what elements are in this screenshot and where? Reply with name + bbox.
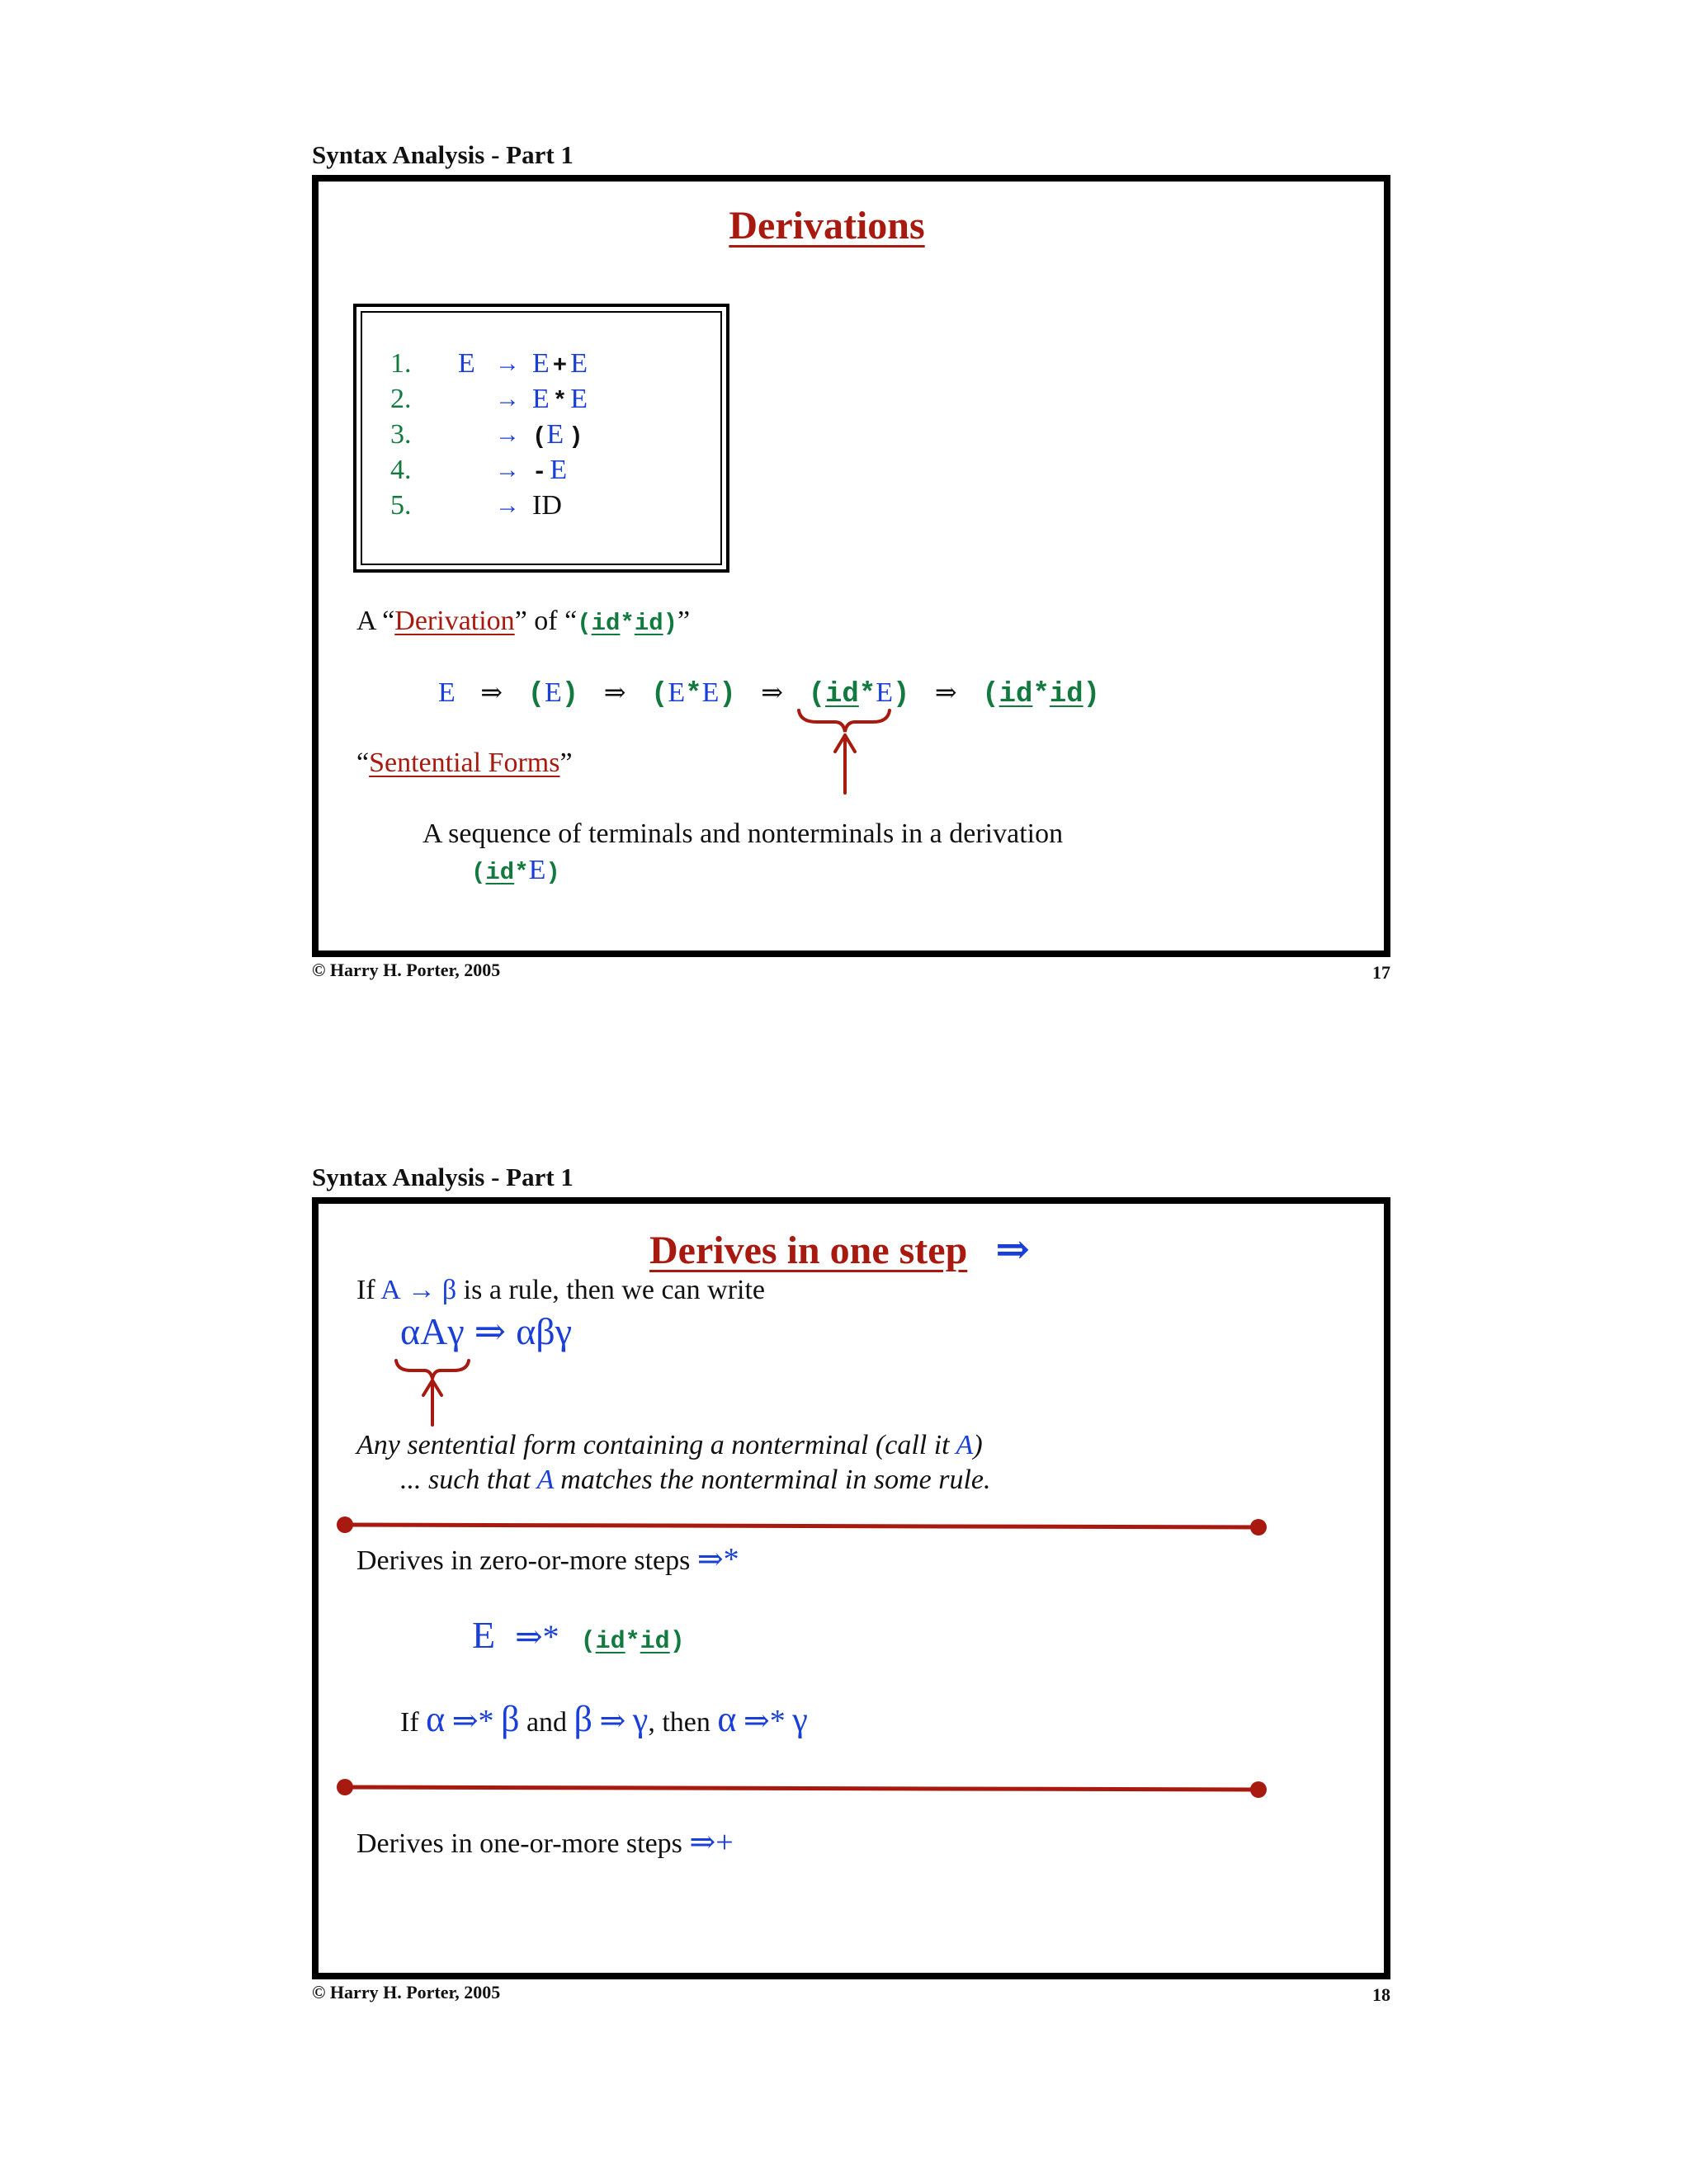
page2-page-number: 18: [1372, 1984, 1390, 2005]
nonterminal-symbol: E: [532, 348, 550, 379]
derives-arrow: ⇒: [934, 677, 957, 707]
paren-open: (: [651, 679, 668, 710]
derivation-suffix: ”: [677, 606, 691, 636]
one-or-more-symbol: ⇒+: [689, 1825, 734, 1860]
token-id: id: [485, 859, 515, 886]
one-or-more-text: Derives in one-or-more steps: [356, 1828, 690, 1859]
derivation-string: [577, 610, 677, 637]
derives-arrow: ⇒: [480, 677, 503, 707]
zero-or-more-text: Derives in zero-or-more steps: [356, 1545, 697, 1576]
derivation-chain: [438, 677, 1100, 710]
zero-or-more-symbol: ⇒*: [696, 1542, 739, 1577]
production-arrow: →: [495, 421, 520, 448]
sentential-form-3: [651, 677, 736, 708]
production-arrow: →: [407, 1275, 436, 1305]
token-star: *: [1032, 679, 1050, 710]
formula-rhs: αβγ: [516, 1310, 573, 1352]
token-id: id: [998, 679, 1033, 710]
derives-arrow: ⇒: [599, 1704, 626, 1738]
terminal-symbol: *: [552, 388, 568, 415]
sentential-form-2: [528, 677, 579, 708]
page2-copyright: © Harry H. Porter, 2005: [312, 1982, 501, 2002]
divider-line-1: [330, 1515, 1279, 1540]
sentential-definition: A sequence of terminals and nonterminals in a derivation: [422, 818, 1064, 849]
nonterminal-symbol: E: [532, 384, 550, 414]
note-text: Any sentential form containing a nonterminal (call it: [356, 1430, 956, 1460]
derivation-heading: [356, 606, 690, 637]
derivation-term: Derivation: [394, 606, 515, 636]
and-text: and: [519, 1707, 574, 1738]
sentential-note-2: [400, 1465, 991, 1496]
sentential-example: [471, 855, 560, 886]
nonterminal-symbol: E: [570, 384, 588, 414]
brace-arrow-annotation: [792, 705, 899, 796]
terminal-symbol: ID: [532, 490, 562, 521]
symbol-beta: β: [501, 1699, 520, 1739]
sentential-forms-heading: [356, 748, 573, 779]
formula-arrow: ⇒: [474, 1310, 507, 1352]
rule-rest-text: is a rule, then we can write: [456, 1275, 766, 1305]
nonterminal-e: E: [701, 677, 720, 708]
token-id: id: [634, 610, 663, 637]
token-id: id: [825, 679, 859, 710]
production-arrow: →: [495, 492, 520, 519]
note-text: ): [973, 1430, 983, 1460]
nonterminal-a: A: [380, 1275, 401, 1305]
paren-close: ): [1083, 679, 1101, 710]
zero-or-more-symbol: ⇒*: [515, 1618, 559, 1655]
derives-arrow: ⇒: [761, 677, 784, 707]
paren-open: (: [580, 1628, 596, 1656]
zero-or-more-symbol: ⇒*: [743, 1704, 786, 1738]
note-text: ... such that: [400, 1465, 537, 1495]
symbol-beta: β: [441, 1275, 457, 1305]
nonterminal-e: E: [528, 855, 546, 885]
paren-open: (: [527, 679, 545, 710]
page1-page-number: 17: [1372, 962, 1390, 983]
sentential-form-1: E: [438, 677, 456, 708]
token-id: id: [595, 1628, 625, 1656]
nonterminal-a: A: [956, 1430, 974, 1460]
token-star: *: [685, 679, 702, 710]
brace-arrow-annotation-2: [391, 1356, 482, 1428]
token-id: id: [1049, 679, 1083, 710]
token-star: *: [514, 859, 529, 886]
nonterminal-symbol: E: [550, 455, 568, 485]
sentential-form-5: [982, 679, 1100, 710]
if-text: If: [356, 1275, 381, 1305]
formula-lhs: αAγ: [400, 1310, 465, 1352]
rule-number: 5.: [390, 490, 412, 521]
token-star: *: [625, 1628, 640, 1656]
paren-close: ): [663, 610, 678, 637]
nonterminal-e: E: [876, 677, 893, 708]
zero-or-more-example: [472, 1613, 685, 1657]
symbol-alpha: α: [717, 1699, 737, 1739]
derives-one-step-arrow: ⇒: [995, 1226, 1031, 1272]
terminal-symbol: -: [532, 459, 547, 486]
nonterminal-e: E: [668, 677, 686, 708]
paren-close: ): [893, 679, 910, 710]
terminal-symbol: +: [552, 352, 568, 380]
paren-close: ): [561, 679, 579, 710]
derivation-prefix: A “: [356, 606, 395, 636]
symbol-alpha: α: [426, 1699, 446, 1739]
production-arrow: →: [495, 350, 520, 377]
nonterminal-e: E: [472, 1614, 496, 1656]
paren-close: ): [669, 1628, 685, 1656]
sentential-note-1: [356, 1430, 983, 1461]
production-arrow: →: [495, 385, 520, 413]
paren-open: (: [808, 679, 825, 710]
one-step-formula: [400, 1309, 572, 1353]
rule-number: 3.: [390, 419, 412, 450]
page1-copyright: © Harry H. Porter, 2005: [312, 960, 501, 980]
production-arrow: →: [495, 456, 520, 483]
nonterminal-e: E: [545, 677, 562, 708]
rule-number: 1.: [390, 348, 412, 379]
token-string: [581, 1628, 685, 1656]
derivation-mid: ” of “: [514, 606, 578, 636]
derives-arrow: ⇒: [603, 677, 626, 707]
rule-rhs: [532, 455, 567, 486]
token-id: id: [591, 610, 621, 637]
paren-open: (: [471, 859, 486, 886]
then-text: , then: [648, 1707, 718, 1738]
nonterminal-symbol: E: [570, 348, 588, 379]
terminal-symbol: ): [569, 423, 583, 450]
rule-number: 2.: [390, 384, 412, 414]
rule-rhs: [532, 490, 562, 521]
quote-open: “: [356, 748, 370, 778]
rule-number: 4.: [390, 455, 412, 485]
symbol-beta: β: [574, 1699, 592, 1739]
paren-close: ): [719, 679, 736, 710]
note-text: matches the nonterminal in some rule.: [553, 1465, 991, 1495]
quote-close: ”: [559, 748, 573, 778]
sentential-form-4: [809, 677, 910, 708]
page1-title: Derivations: [729, 204, 925, 248]
terminal-symbol: (: [532, 423, 547, 450]
nonterminal-a: A: [536, 1465, 554, 1495]
token-id: id: [640, 1628, 670, 1656]
token-star: *: [620, 610, 635, 637]
rule-lhs: E: [458, 348, 475, 379]
rule-rhs: [532, 419, 583, 450]
zero-or-more-heading: [356, 1540, 739, 1578]
sentential-forms-term: Sentential Forms: [369, 748, 560, 778]
transitivity-rule: [400, 1698, 808, 1740]
nonterminal-symbol: E: [546, 419, 564, 450]
rule-rhs: [532, 384, 588, 415]
rule-statement: [356, 1275, 765, 1306]
page1-header: Syntax Analysis - Part 1: [312, 140, 574, 169]
symbol-gamma: γ: [632, 1701, 649, 1739]
rule-rhs: [532, 348, 588, 380]
paren-open: (: [982, 679, 999, 710]
zero-or-more-symbol: ⇒*: [451, 1704, 494, 1738]
page2-title-wrap: [649, 1224, 1030, 1273]
paren-open: (: [577, 610, 592, 637]
if-text: If: [400, 1707, 427, 1738]
one-or-more-heading: [356, 1823, 734, 1861]
page2-header: Syntax Analysis - Part 1: [312, 1163, 574, 1191]
paren-close: ): [545, 859, 560, 886]
page2-title: Derives in one step: [649, 1229, 968, 1272]
page1-title-wrap: [0, 203, 1690, 248]
divider-line-2: [330, 1777, 1279, 1802]
token-star: *: [858, 679, 876, 710]
symbol-gamma: γ: [792, 1701, 808, 1739]
